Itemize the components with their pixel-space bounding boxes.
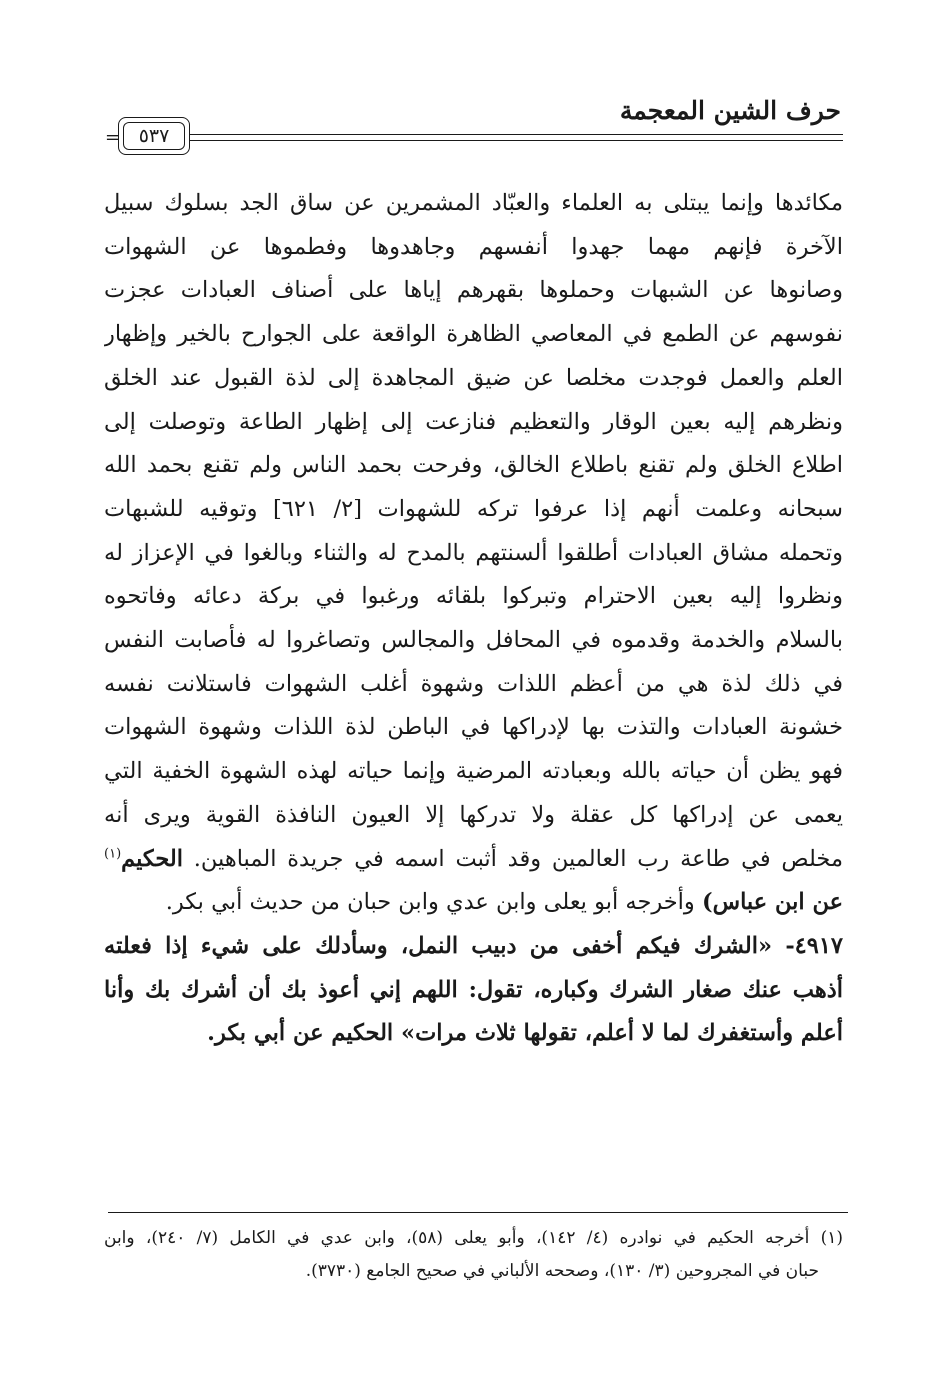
text-line bbox=[104, 881, 843, 925]
text-line: خشونة العبادات والتذت بها لإدراكها في الباطن لذة اللذات وشهوة الشهوات bbox=[104, 714, 843, 741]
text-line: العلم والعمل فوجدت مخلصا عن ضيق المجاهدة إلى لذة القبول عند الخلق bbox=[104, 364, 843, 391]
text-segment: مخلص في طاعة رب العالمين وقد أثبت اسمه في جريدة المباهين. bbox=[193, 845, 843, 872]
text-line: في ذلك لذة هي من أعظم اللذات وشهوة أغلب الشهوات فاستلانت نفسه bbox=[104, 670, 843, 697]
header-rule bbox=[190, 134, 843, 141]
text-line bbox=[104, 838, 843, 882]
text-line: نفوسهم عن الطمع في المعاصي الظاهرة الواقعة على الجوارح بالخير وإظهار bbox=[104, 321, 843, 348]
footnotes bbox=[104, 1222, 843, 1288]
hadith-line: أعلم وأستغفرك لما لا أعلم، تقولها ثلاث مرات» الحكيم عن أبي بكر. bbox=[207, 1020, 843, 1047]
hadith-text: «الشرك فيكم أخفى من دبيب النمل، وسأدلك على شيء إذا فعلته bbox=[104, 932, 773, 959]
text-line: اطلاع الخلق ولم تقنع باطلاع الخالق، وفرحت بحمد الناس ولم تقنع بحمد الله bbox=[104, 452, 843, 479]
page-number: ٥٣٧ bbox=[123, 122, 185, 150]
page-number-dash: = bbox=[105, 127, 121, 148]
text-line: ونظروا إليه بعين الاحترام وتبركوا بلقائه ورغبوا في بركة دعائه وفاتحوه bbox=[104, 583, 843, 610]
text-line: ونظرهم إليه بعين الوقار والتعظيم فنازعت إلى إظهار الطاعة وتوصلت إلى bbox=[104, 408, 843, 435]
main-text bbox=[104, 182, 843, 1056]
text-line: فهو يظن أن حياته بالله وبعبادته المرضية وإنما حياته لهذه الشهوة الخفية التي bbox=[104, 758, 843, 785]
text-line: يعمى عن إدراكها كل عقلة ولا تدركها إلا العيون النافذة القوية ويرى أنه bbox=[104, 801, 843, 828]
source-attribution: الحكيم bbox=[121, 845, 183, 872]
text-line: وتحمله مشاق العبادات أطلقوا ألسنتهم بالمدح له والثناء وبالغوا في الإعزاز له bbox=[104, 539, 843, 566]
hadith-line: أذهب عنك صغار الشرك وكباره، تقول: اللهم إني أعوذ بك أن أشرك بك وأنا bbox=[104, 976, 843, 1003]
footnote-separator bbox=[108, 1212, 848, 1213]
footnote-line: (١) أخرجه الحكيم في نوادره (٤/ ١٤٢)، وأبو يعلى (٥٨)، وابن عدي في الكامل (٧/ ٢٤٠)، وابن bbox=[104, 1228, 843, 1248]
footnote-marker[interactable]: (١) bbox=[104, 846, 122, 862]
text-line: وصانوها عن الشبهات وحملوها بقهرهم إياها على أصناف العبادات عجزت bbox=[104, 277, 843, 304]
hadith-number: ٤٩١٧- bbox=[785, 932, 843, 959]
text-line: مكائدها وإنما يبتلى به العلماء والعبّاد المشمرين عن ساق الجد بسلوك سبيل bbox=[104, 190, 843, 216]
text-line: الآخرة فإنهم مهما جهدوا أنفسهم وجاهدوها وفطموها عن الشهوات bbox=[104, 233, 843, 260]
text-line: بالسلام والخدمة وقدموه في المحافل والمجالس وتصاغروا له فأصابت النفس bbox=[104, 627, 843, 654]
footnote-line: حبان في المجروحين (٣/ ١٣٠)، وصححه الألباني في صحيح الجامع (٣٧٣٠). bbox=[305, 1261, 819, 1281]
page-number-frame bbox=[118, 117, 190, 155]
hadith-line bbox=[104, 925, 843, 969]
source-attribution: عن ابن عباس) bbox=[701, 889, 843, 916]
text-segment: وأخرجه أبو يعلى وابن عدي وابن حبان من حديث أبي بكر. bbox=[165, 889, 695, 916]
text-line: سبحانه وعلمت أنهم إذا عرفوا تركه للشهوات [٢/ ٦٢١] وتوقيه للشبهات bbox=[104, 495, 843, 522]
hadith-entry bbox=[104, 925, 843, 1056]
chapter-title: حرف الشين المعجمة bbox=[619, 96, 841, 125]
